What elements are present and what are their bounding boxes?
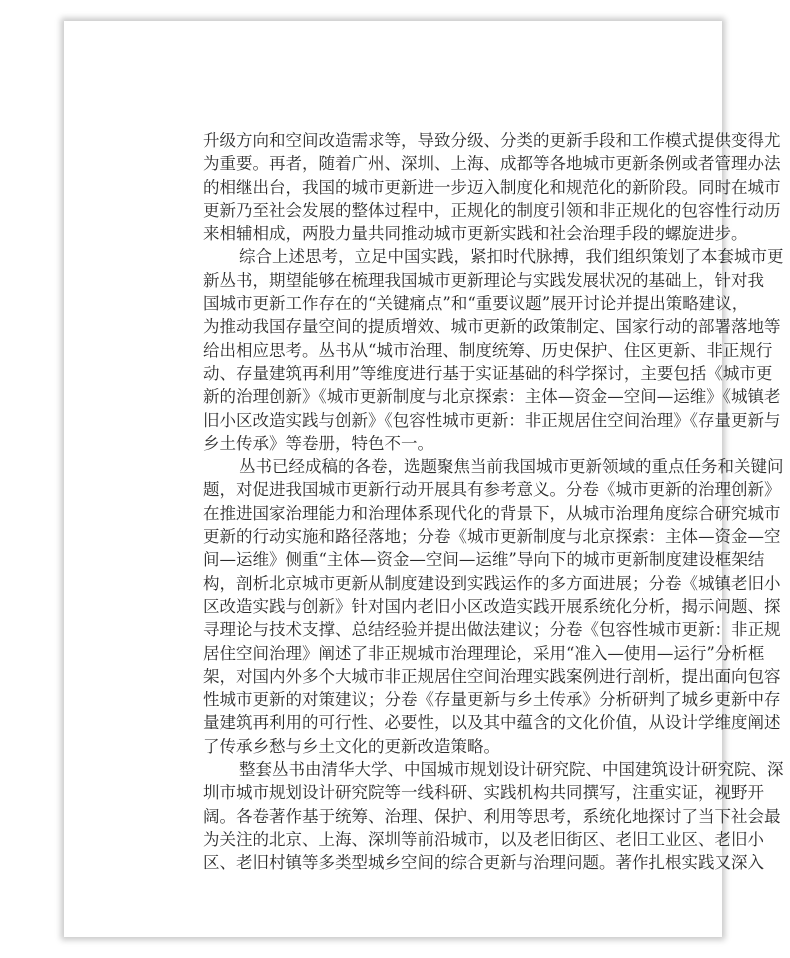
document-page — [64, 21, 784, 937]
text-line: 题，对促进我国城市更新行动开展具有参考意义。分卷《城市更新的治理创新》 — [203, 480, 781, 500]
text-line: 在推进国家治理能力和治理体系现代化的背景下，从城市治理角度综合研究城市 — [203, 503, 781, 523]
text-line: 为重要。再者，随着广州、深圳、上海、成都等各地城市更新条例或者管理办法 — [203, 154, 781, 174]
text-line: 的相继出台，我国的城市更新进一步迈入制度化和规范化的新阶段。同时在城市 — [203, 177, 781, 197]
text-line: 区改造实践与创新》针对国内老旧小区改造实践开展系统化分析，揭示问题、探 — [203, 596, 781, 616]
text-line: 丛书已经成稿的各卷，选题聚焦当前我国城市更新领域的重点任务和关键问 — [239, 457, 784, 477]
text-line: 阔。各卷著作基于统筹、治理、保护、利用等思考，系统化地探讨了当下社会最 — [203, 806, 781, 826]
text-line: 间—运维》侧重“主体—资金—空间—运维”导向下的城市更新制度建设框架结 — [203, 550, 765, 570]
text-line: 乡土传承》等卷册，特色不一。 — [203, 433, 434, 453]
text-line: 新丛书，期望能够在梳理我国城市更新理论与实践发展状况的基础上，针对我 — [203, 270, 764, 290]
text-line: 区、老旧村镇等多类型城乡空间的综合更新与治理问题。著作扎根实践又深入 — [203, 853, 764, 873]
text-line: 为关注的北京、上海、深圳等前沿城市，以及老旧街区、老旧工业区、老旧小 — [203, 829, 764, 849]
text-line: 了传承乡愁与乡土文化的更新改造策略。 — [203, 736, 500, 756]
text-line: 圳市城市规划设计研究院等一线科研、实践机构共同撰写，注重实证，视野开 — [203, 783, 764, 803]
text-line: 综合上述思考，立足中国实践，紧扣时代脉搏，我们组织策划了本套城市更 — [239, 247, 784, 267]
text-line: 量建筑再利用的可行性、必要性，以及其中蕴含的文化价值，从设计学维度阐述 — [203, 713, 781, 733]
text-line: 动、存量建筑再利用”等维度进行基于实证基础的科学探讨，主要包括《城市更 — [203, 363, 773, 383]
text-line: 性城市更新的对策建议；分卷《存量更新与乡土传承》分析研判了城乡更新中存 — [203, 690, 781, 710]
text-line: 构，剖析北京城市更新从制度建设到实践运作的多方面进展；分卷《城镇老旧小 — [203, 573, 781, 593]
text-line: 给出相应思考。丛书从“城市治理、制度统筹、历史保护、住区更新、非正规行 — [203, 340, 773, 360]
text-line: 更新的行动实施和路径落地；分卷《城市更新制度与北京探索：主体—资金—空 — [203, 527, 781, 547]
text-line: 国城市更新工作存在的“关键痛点”和“重要议题”展开讨论并提出策略建议， — [203, 294, 749, 314]
text-line: 来相辅相成，两股力量共同推动城市更新实践和社会治理手段的螺旋进步。 — [203, 224, 748, 244]
text-line: 寻理论与技术支撑、总结经验并提出做法建议；分卷《包容性城市更新：非正规 — [203, 620, 781, 640]
text-line: 整套丛书由清华大学、中国城市规划设计研究院、中国建筑设计研究院、深 — [239, 760, 784, 780]
text-line: 更新乃至社会发展的整体过程中，正规化的制度引领和非正规化的包容性行动历 — [203, 200, 781, 220]
text-line: 新的治理创新》《城市更新制度与北京探索：主体—资金—空间—运维》《城镇老 — [203, 387, 781, 407]
text-line: 升级方向和空间改造需求等，导致分级、分类的更新手段和工作模式提供变得尤 — [203, 131, 781, 150]
body-text — [203, 129, 784, 875]
text-line: 居住空间治理》阐述了非正规城市治理理论，采用“准入—使用—运行”分析框 — [203, 643, 765, 663]
text-line: 旧小区改造实践与创新》《包容性城市更新：非正规居住空间治理》《存量更新与 — [203, 410, 781, 430]
text-line: 架，对国内外多个大城市非正规居住空间治理实践案例进行剖析，提出面向包容 — [203, 666, 781, 686]
text-line: 为推动我国存量空间的提质增效、城市更新的政策制定、国家行动的部署落地等 — [203, 317, 781, 337]
